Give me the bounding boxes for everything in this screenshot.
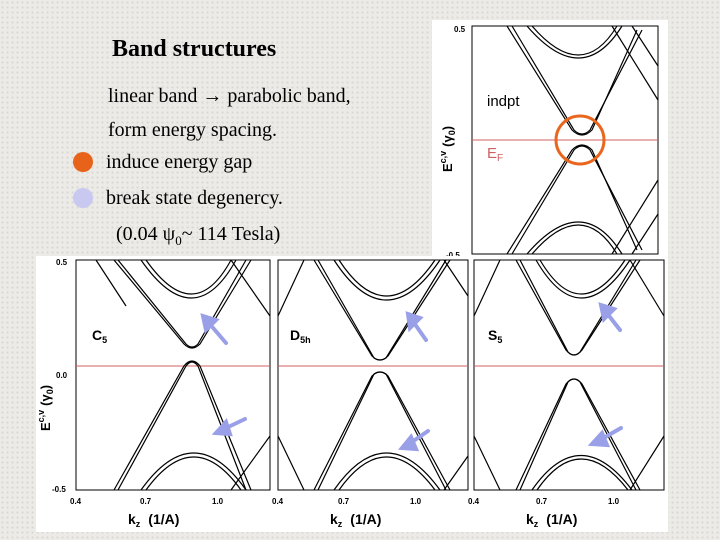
slide-title: Band structures xyxy=(112,36,277,62)
arrow-head-icon xyxy=(592,433,607,445)
x-tick-1: 0.7 xyxy=(338,497,350,506)
field-note-pre: (0.04 ψ xyxy=(116,223,176,245)
bullet-line-energy-gap: induce energy gap xyxy=(106,151,253,173)
y-tick-top: 0.5 xyxy=(454,25,466,34)
x-tick-0: 0.4 xyxy=(272,497,284,506)
panel-label: $S_5$ xyxy=(488,327,503,345)
field-note-post: ~ 114 Tesla) xyxy=(181,223,281,245)
x-axis-label: $k_z$ (1/A) xyxy=(526,511,578,529)
y-tick-top: 0.5 xyxy=(56,258,68,267)
ef-label: $E_F$ xyxy=(487,145,504,164)
y-tick-bottom: -0.5 xyxy=(52,485,66,494)
y-axis-label: $E^{c,v}(\gamma_0)$ xyxy=(438,125,457,172)
bullet-line-degeneracy: break state degenercy. xyxy=(106,187,283,209)
x-axis-label: $k_z$ (1/A) xyxy=(128,511,180,529)
field-note-sub: 0 xyxy=(175,233,182,248)
bullet-line-linear-band: linear band → parabolic band, xyxy=(108,85,351,107)
panel-label: indpt xyxy=(487,93,520,110)
panel-label: $D_{5h}$ xyxy=(290,327,311,345)
x-axis-label: $k_z$ (1/A) xyxy=(330,511,382,529)
x-tick-0: 0.4 xyxy=(468,497,480,506)
y-tick-mid: 0.0 xyxy=(56,371,68,380)
bullet-line-energy-spacing: form energy spacing. xyxy=(108,119,278,141)
panel-label: $C_5$ xyxy=(92,327,108,345)
x-tick-2: 1.0 xyxy=(212,497,224,506)
x-tick-2: 1.0 xyxy=(608,497,620,506)
y-axis-label: $E^{c,v}(\gamma_0)$ xyxy=(36,384,55,431)
x-tick-1: 0.7 xyxy=(140,497,152,506)
x-tick-2: 1.0 xyxy=(410,497,422,506)
arrow-head-icon xyxy=(402,437,416,449)
x-tick-0: 0.4 xyxy=(70,497,82,506)
arrow-head-icon xyxy=(216,422,230,434)
x-tick-1: 0.7 xyxy=(536,497,548,506)
